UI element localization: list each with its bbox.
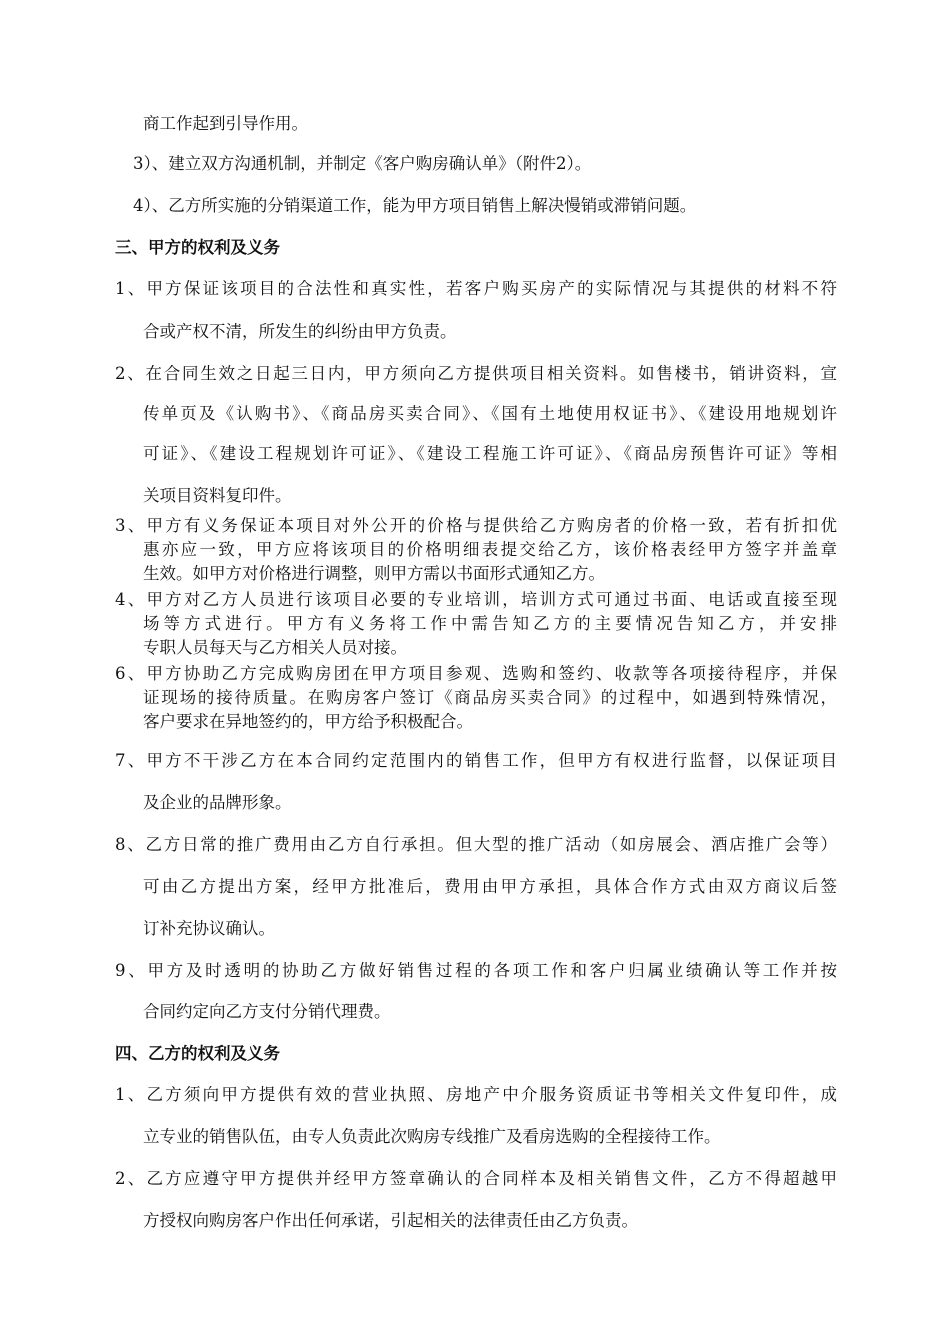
text-line: 客户要求在异地签约的，甲方给予积极配合。 [143,712,473,731]
text-line: 生效。如甲方对价格进行调整，则甲方需以书面形式通知乙方。 [143,564,605,583]
text-line: 7、甲方不干涉乙方在本合同约定范围内的销售工作，但甲方有权进行监督，以保证项目 [115,751,837,770]
text-line: 4）、乙方所实施的分销渠道工作，能为甲方项目销售上解决慢销或滞销问题。 [133,196,697,215]
text-line: 3）、建立双方沟通机制，并制定《客户购房确认单》（附件2）。 [133,154,592,173]
text-line: 合或产权不清，所发生的纠纷由甲方负责。 [143,322,457,341]
section-heading: 三、甲方的权利及义务 [115,238,280,257]
text-line: 3、甲方有义务保证本项目对外公开的价格与提供给乙方购房者的价格一致，若有折扣优 [115,516,837,535]
text-line: 合同约定向乙方支付分销代理费。 [143,1002,391,1021]
text-line: 8、乙方日常的推广费用由乙方自行承担。但大型的推广活动（如房展会、酒店推广会等） [115,835,837,854]
text-line: 1、甲方保证该项目的合法性和真实性，若客户购买房产的实际情况与其提供的材料不符 [115,279,837,298]
text-line: 商工作起到引导作用。 [143,114,308,133]
text-line: 9、甲方及时透明的协助乙方做好销售过程的各项工作和客户归属业绩确认等工作并按 [115,961,837,980]
text-line: 关项目资料复印件。 [143,486,292,505]
text-line: 场等方式进行。甲方有义务将工作中需告知乙方的主要情况告知乙方，并安排 [143,614,837,633]
text-line: 证现场的接待质量。在购房客户签订《商品房买卖合同》的过程中，如遇到特殊情况， [143,688,837,707]
section-heading: 四、乙方的权利及义务 [115,1044,280,1063]
text-line: 传单页及《认购书》、《商品房买卖合同》、《国有土地使用权证书》、《建设用地规划许 [143,404,837,423]
text-line: 1、乙方须向甲方提供有效的营业执照、房地产中介服务资质证书等相关文件复印件，成 [115,1085,837,1104]
text-line: 立专业的销售队伍，由专人负责此次购房专线推广及看房选购的全程接待工作。 [143,1127,721,1146]
text-line: 订补充协议确认。 [143,919,275,938]
text-line: 及企业的品牌形象。 [143,793,292,812]
text-line: 2、在合同生效之日起三日内，甲方须向乙方提供项目相关资料。如售楼书，销讲资料，宣 [115,364,837,383]
text-line: 可证》、《建设工程规划许可证》、《建设工程施工许可证》、《商品房预售许可证》等相 [143,444,837,463]
text-line: 6、甲方协助乙方完成购房团在甲方项目参观、选购和签约、收款等各项接待程序，并保 [115,664,837,683]
text-line: 4、甲方对乙方人员进行该项目必要的专业培训，培训方式可通过书面、电话或直接至现 [115,590,837,609]
text-line: 可由乙方提出方案，经甲方批准后，费用由甲方承担，具体合作方式由双方商议后签 [143,877,837,896]
text-line: 专职人员每天与乙方相关人员对接。 [143,638,407,657]
text-line: 惠亦应一致，甲方应将该项目的价格明细表提交给乙方，该价格表经甲方签字并盖章 [143,540,837,559]
text-line: 方授权向购房客户作出任何承诺，引起相关的法律责任由乙方负责。 [143,1211,638,1230]
text-line: 2、乙方应遵守甲方提供并经甲方签章确认的合同样本及相关销售文件，乙方不得超越甲 [115,1169,837,1188]
